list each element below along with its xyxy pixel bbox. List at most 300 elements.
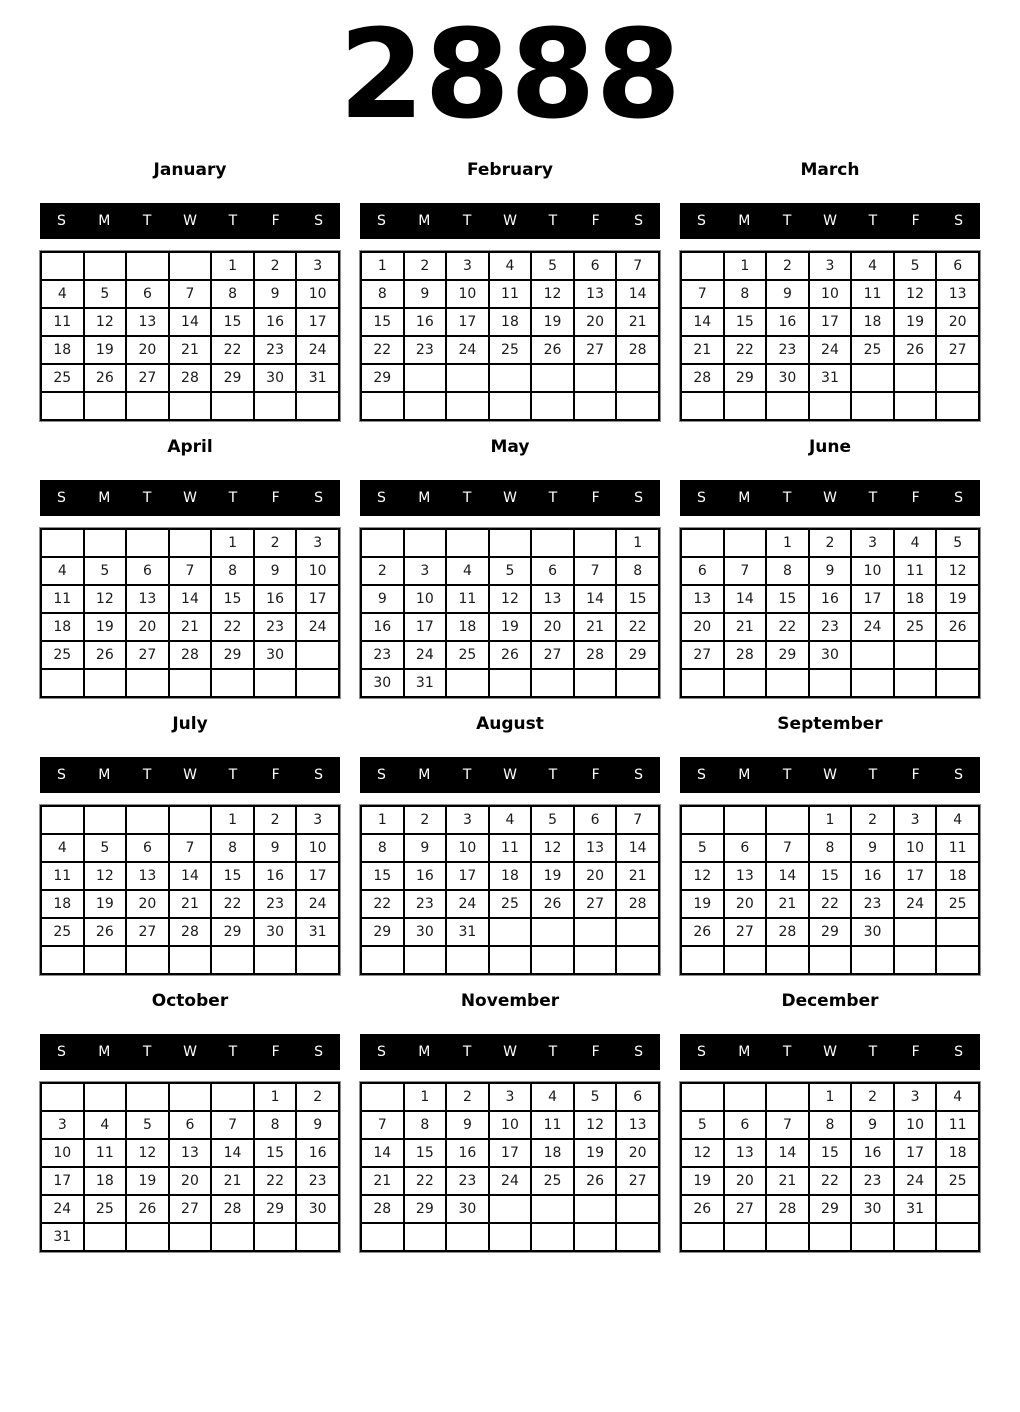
weekday-label: F — [911, 767, 920, 783]
day-cell — [361, 1223, 404, 1251]
day-cell: 10 — [446, 834, 489, 862]
day-cell: 12 — [126, 1139, 169, 1167]
day-cell: 23 — [296, 1167, 339, 1195]
day-cell: 21 — [211, 1167, 254, 1195]
day-cell — [851, 669, 894, 697]
day-cell: 22 — [211, 336, 254, 364]
day-cell: 19 — [681, 1167, 724, 1195]
day-cell: 21 — [169, 890, 212, 918]
day-cell: 29 — [254, 1195, 297, 1223]
week-row — [41, 529, 339, 557]
day-cell — [169, 946, 212, 974]
day-cell: 24 — [446, 890, 489, 918]
day-cell — [616, 918, 659, 946]
weekday-label: F — [591, 767, 600, 783]
day-cell — [531, 1195, 574, 1223]
day-cell — [126, 806, 169, 834]
day-cell: 11 — [84, 1139, 127, 1167]
day-cell: 16 — [404, 862, 447, 890]
day-cell: 10 — [41, 1139, 84, 1167]
weekday-label: T — [142, 490, 152, 506]
month-december — [680, 992, 980, 1252]
weekday-label: S — [634, 767, 644, 783]
day-cell — [936, 918, 979, 946]
week-row — [681, 1167, 979, 1195]
weekday-label: M — [418, 213, 431, 229]
day-cell: 12 — [84, 308, 127, 336]
day-cell — [254, 392, 297, 420]
day-cell — [809, 1223, 852, 1251]
weekday-label: S — [954, 213, 964, 229]
weekday-label: S — [954, 1044, 964, 1060]
day-cell: 8 — [616, 557, 659, 585]
week-row — [681, 1195, 979, 1223]
weekday-label: T — [868, 1044, 878, 1060]
day-cell — [766, 1083, 809, 1111]
day-cell — [616, 1223, 659, 1251]
day-cell: 8 — [766, 557, 809, 585]
days-table — [680, 251, 980, 421]
day-cell: 10 — [404, 585, 447, 613]
weekday-label: T — [782, 213, 792, 229]
day-cell — [851, 1223, 894, 1251]
day-cell: 15 — [211, 585, 254, 613]
day-cell — [489, 529, 532, 557]
day-cell — [894, 641, 937, 669]
day-cell: 2 — [254, 252, 297, 280]
day-cell: 18 — [41, 890, 84, 918]
day-cell: 19 — [84, 336, 127, 364]
day-cell: 4 — [41, 834, 84, 862]
day-cell: 13 — [724, 1139, 767, 1167]
week-row — [361, 1083, 659, 1111]
weekday-label: T — [142, 767, 152, 783]
day-cell: 21 — [574, 613, 617, 641]
day-cell — [936, 946, 979, 974]
day-cell: 3 — [446, 806, 489, 834]
day-cell: 18 — [936, 862, 979, 890]
day-cell: 5 — [574, 1083, 617, 1111]
weekday-label: T — [782, 1044, 792, 1060]
day-cell: 9 — [404, 834, 447, 862]
day-cell: 22 — [254, 1167, 297, 1195]
day-cell: 20 — [936, 308, 979, 336]
week-row — [361, 862, 659, 890]
month-june — [680, 438, 980, 698]
day-cell: 14 — [169, 585, 212, 613]
day-cell — [894, 392, 937, 420]
day-cell: 18 — [41, 613, 84, 641]
weekday-label: M — [98, 490, 111, 506]
day-cell: 24 — [489, 1167, 532, 1195]
day-cell — [361, 529, 404, 557]
day-cell: 26 — [936, 613, 979, 641]
day-cell: 3 — [489, 1083, 532, 1111]
day-cell: 6 — [616, 1083, 659, 1111]
week-row — [41, 669, 339, 697]
day-cell: 8 — [724, 280, 767, 308]
day-cell: 16 — [809, 585, 852, 613]
day-cell: 22 — [766, 613, 809, 641]
day-cell: 30 — [254, 918, 297, 946]
week-row — [681, 557, 979, 585]
day-cell — [211, 1083, 254, 1111]
weekday-header — [680, 203, 980, 239]
day-cell: 24 — [296, 890, 339, 918]
week-row — [41, 392, 339, 420]
day-cell: 28 — [681, 364, 724, 392]
day-cell: 30 — [809, 641, 852, 669]
day-cell: 5 — [531, 806, 574, 834]
day-cell: 8 — [211, 280, 254, 308]
day-cell — [404, 946, 447, 974]
week-row — [681, 252, 979, 280]
day-cell: 2 — [404, 252, 447, 280]
day-cell — [126, 392, 169, 420]
day-cell: 4 — [489, 252, 532, 280]
month-february — [360, 161, 660, 421]
day-cell — [766, 669, 809, 697]
weekday-header — [360, 480, 660, 516]
day-cell: 19 — [531, 308, 574, 336]
day-cell: 9 — [404, 280, 447, 308]
week-row — [681, 585, 979, 613]
day-cell — [254, 669, 297, 697]
day-cell: 19 — [894, 308, 937, 336]
day-cell — [809, 669, 852, 697]
weekday-label: M — [98, 767, 111, 783]
day-cell: 26 — [84, 641, 127, 669]
day-cell: 25 — [894, 613, 937, 641]
day-cell: 17 — [446, 308, 489, 336]
day-cell: 12 — [681, 862, 724, 890]
day-cell — [766, 806, 809, 834]
day-cell: 18 — [446, 613, 489, 641]
day-cell — [211, 946, 254, 974]
day-cell: 31 — [446, 918, 489, 946]
week-row — [361, 806, 659, 834]
weekday-label: F — [591, 490, 600, 506]
day-cell — [84, 1083, 127, 1111]
weekday-header — [40, 480, 340, 516]
day-cell: 16 — [296, 1139, 339, 1167]
day-cell: 7 — [574, 557, 617, 585]
day-cell: 12 — [574, 1111, 617, 1139]
weekday-label: T — [548, 213, 558, 229]
weekday-label: F — [911, 213, 920, 229]
day-cell: 7 — [211, 1111, 254, 1139]
day-cell: 24 — [851, 613, 894, 641]
day-cell: 20 — [724, 1167, 767, 1195]
day-cell: 2 — [254, 806, 297, 834]
day-cell: 5 — [936, 529, 979, 557]
day-cell — [489, 392, 532, 420]
day-cell — [404, 1223, 447, 1251]
week-row — [681, 946, 979, 974]
day-cell: 12 — [531, 280, 574, 308]
day-cell: 7 — [169, 834, 212, 862]
day-cell: 10 — [489, 1111, 532, 1139]
day-cell — [41, 946, 84, 974]
day-cell: 13 — [126, 862, 169, 890]
day-cell — [574, 364, 617, 392]
day-cell: 17 — [894, 862, 937, 890]
day-cell — [446, 529, 489, 557]
day-cell: 15 — [361, 862, 404, 890]
day-cell — [41, 669, 84, 697]
month-march — [680, 161, 980, 421]
day-cell: 15 — [404, 1139, 447, 1167]
day-cell — [724, 529, 767, 557]
day-cell: 27 — [126, 364, 169, 392]
day-cell: 31 — [296, 364, 339, 392]
weekday-label: S — [314, 767, 324, 783]
week-row — [41, 946, 339, 974]
day-cell: 1 — [211, 529, 254, 557]
week-row — [361, 669, 659, 697]
day-cell — [84, 252, 127, 280]
day-cell: 12 — [84, 862, 127, 890]
day-cell: 6 — [724, 1111, 767, 1139]
day-cell — [489, 1195, 532, 1223]
day-cell: 16 — [446, 1139, 489, 1167]
weekday-label: S — [314, 490, 324, 506]
day-cell: 17 — [41, 1167, 84, 1195]
day-cell: 22 — [616, 613, 659, 641]
week-row — [681, 1139, 979, 1167]
weekday-header — [360, 757, 660, 793]
day-cell: 2 — [296, 1083, 339, 1111]
weekday-label: F — [911, 490, 920, 506]
weekday-header — [680, 1034, 980, 1070]
day-cell: 9 — [361, 585, 404, 613]
week-row — [41, 1083, 339, 1111]
day-cell: 1 — [211, 806, 254, 834]
week-row — [361, 1223, 659, 1251]
day-cell — [894, 669, 937, 697]
day-cell: 11 — [936, 834, 979, 862]
day-cell: 24 — [446, 336, 489, 364]
weekday-label: M — [418, 490, 431, 506]
day-cell: 3 — [809, 252, 852, 280]
day-cell: 6 — [574, 252, 617, 280]
day-cell — [894, 364, 937, 392]
day-cell: 19 — [681, 890, 724, 918]
day-cell: 19 — [84, 613, 127, 641]
day-cell: 15 — [211, 308, 254, 336]
week-row — [681, 1223, 979, 1251]
week-row — [361, 946, 659, 974]
day-cell: 14 — [574, 585, 617, 613]
day-cell — [41, 252, 84, 280]
day-cell: 29 — [809, 1195, 852, 1223]
week-row — [681, 308, 979, 336]
day-cell: 9 — [851, 834, 894, 862]
week-row — [41, 862, 339, 890]
day-cell: 15 — [254, 1139, 297, 1167]
weekday-label: M — [98, 1044, 111, 1060]
day-cell: 8 — [809, 1111, 852, 1139]
day-cell: 6 — [936, 252, 979, 280]
day-cell: 7 — [169, 557, 212, 585]
weekday-header — [40, 203, 340, 239]
day-cell: 13 — [169, 1139, 212, 1167]
week-row — [41, 336, 339, 364]
weekday-header — [360, 203, 660, 239]
week-row — [361, 641, 659, 669]
week-row — [41, 1111, 339, 1139]
day-cell: 6 — [126, 557, 169, 585]
weekday-label: S — [696, 767, 706, 783]
day-cell: 7 — [766, 834, 809, 862]
weekday-label: T — [782, 767, 792, 783]
days-table — [680, 528, 980, 698]
day-cell — [211, 1223, 254, 1251]
month-name: March — [800, 160, 860, 180]
day-cell: 26 — [84, 364, 127, 392]
weekday-label: W — [503, 1044, 517, 1060]
day-cell: 3 — [404, 557, 447, 585]
weekday-label: W — [183, 490, 197, 506]
day-cell: 15 — [724, 308, 767, 336]
day-cell: 14 — [724, 585, 767, 613]
day-cell: 16 — [766, 308, 809, 336]
day-cell — [616, 392, 659, 420]
day-cell: 13 — [126, 308, 169, 336]
weekday-label: F — [271, 1044, 280, 1060]
weekday-label: F — [911, 1044, 920, 1060]
day-cell: 29 — [404, 1195, 447, 1223]
weekday-label: F — [591, 213, 600, 229]
day-cell — [531, 918, 574, 946]
day-cell — [531, 946, 574, 974]
day-cell — [681, 806, 724, 834]
day-cell — [126, 252, 169, 280]
day-cell — [531, 669, 574, 697]
day-cell: 29 — [809, 918, 852, 946]
day-cell: 25 — [936, 890, 979, 918]
week-row — [681, 641, 979, 669]
weekday-label: W — [503, 767, 517, 783]
day-cell — [894, 1223, 937, 1251]
day-cell — [616, 364, 659, 392]
weekday-label: M — [738, 1044, 751, 1060]
day-cell: 23 — [446, 1167, 489, 1195]
week-row — [361, 336, 659, 364]
day-cell: 24 — [894, 890, 937, 918]
day-cell: 18 — [531, 1139, 574, 1167]
weekday-label: T — [462, 767, 472, 783]
day-cell — [169, 669, 212, 697]
day-cell: 13 — [531, 585, 574, 613]
day-cell — [489, 364, 532, 392]
week-row — [41, 1223, 339, 1251]
weekday-label: M — [418, 767, 431, 783]
day-cell — [936, 669, 979, 697]
day-cell: 14 — [616, 834, 659, 862]
day-cell: 20 — [616, 1139, 659, 1167]
day-cell: 14 — [766, 1139, 809, 1167]
day-cell: 3 — [894, 1083, 937, 1111]
month-name: December — [781, 991, 879, 1011]
day-cell: 5 — [894, 252, 937, 280]
week-row — [681, 529, 979, 557]
day-cell: 18 — [489, 308, 532, 336]
day-cell: 26 — [681, 1195, 724, 1223]
day-cell: 21 — [169, 613, 212, 641]
months-grid — [0, 161, 1020, 1252]
day-cell: 19 — [489, 613, 532, 641]
day-cell — [574, 529, 617, 557]
day-cell — [489, 918, 532, 946]
day-cell: 5 — [681, 1111, 724, 1139]
day-cell: 26 — [489, 641, 532, 669]
day-cell — [936, 1195, 979, 1223]
day-cell: 1 — [809, 1083, 852, 1111]
day-cell — [41, 529, 84, 557]
day-cell — [404, 364, 447, 392]
day-cell: 15 — [616, 585, 659, 613]
day-cell: 19 — [574, 1139, 617, 1167]
day-cell — [894, 946, 937, 974]
week-row — [361, 1111, 659, 1139]
day-cell — [936, 1223, 979, 1251]
week-row — [361, 529, 659, 557]
day-cell: 21 — [724, 613, 767, 641]
day-cell: 12 — [681, 1139, 724, 1167]
day-cell: 28 — [616, 890, 659, 918]
day-cell: 30 — [446, 1195, 489, 1223]
day-cell — [574, 918, 617, 946]
day-cell: 5 — [126, 1111, 169, 1139]
weekday-label: S — [696, 490, 706, 506]
day-cell: 28 — [169, 364, 212, 392]
day-cell: 20 — [724, 890, 767, 918]
day-cell: 14 — [169, 308, 212, 336]
weekday-label: M — [738, 767, 751, 783]
month-august — [360, 715, 660, 975]
day-cell: 9 — [809, 557, 852, 585]
day-cell: 4 — [489, 806, 532, 834]
day-cell: 13 — [724, 862, 767, 890]
day-cell: 6 — [126, 834, 169, 862]
day-cell: 16 — [851, 862, 894, 890]
day-cell: 7 — [361, 1111, 404, 1139]
weekday-label: T — [548, 767, 558, 783]
day-cell — [41, 1083, 84, 1111]
month-july — [40, 715, 340, 975]
day-cell — [851, 392, 894, 420]
month-september — [680, 715, 980, 975]
day-cell — [531, 1223, 574, 1251]
day-cell: 29 — [724, 364, 767, 392]
day-cell: 4 — [84, 1111, 127, 1139]
day-cell: 14 — [681, 308, 724, 336]
day-cell — [126, 669, 169, 697]
day-cell — [574, 1195, 617, 1223]
day-cell: 28 — [766, 1195, 809, 1223]
day-cell: 30 — [766, 364, 809, 392]
day-cell: 17 — [404, 613, 447, 641]
day-cell — [211, 392, 254, 420]
day-cell: 29 — [616, 641, 659, 669]
day-cell: 21 — [169, 336, 212, 364]
week-row — [681, 613, 979, 641]
day-cell: 4 — [894, 529, 937, 557]
weekday-header — [680, 480, 980, 516]
days-table — [360, 1082, 660, 1252]
month-name: September — [777, 714, 883, 734]
